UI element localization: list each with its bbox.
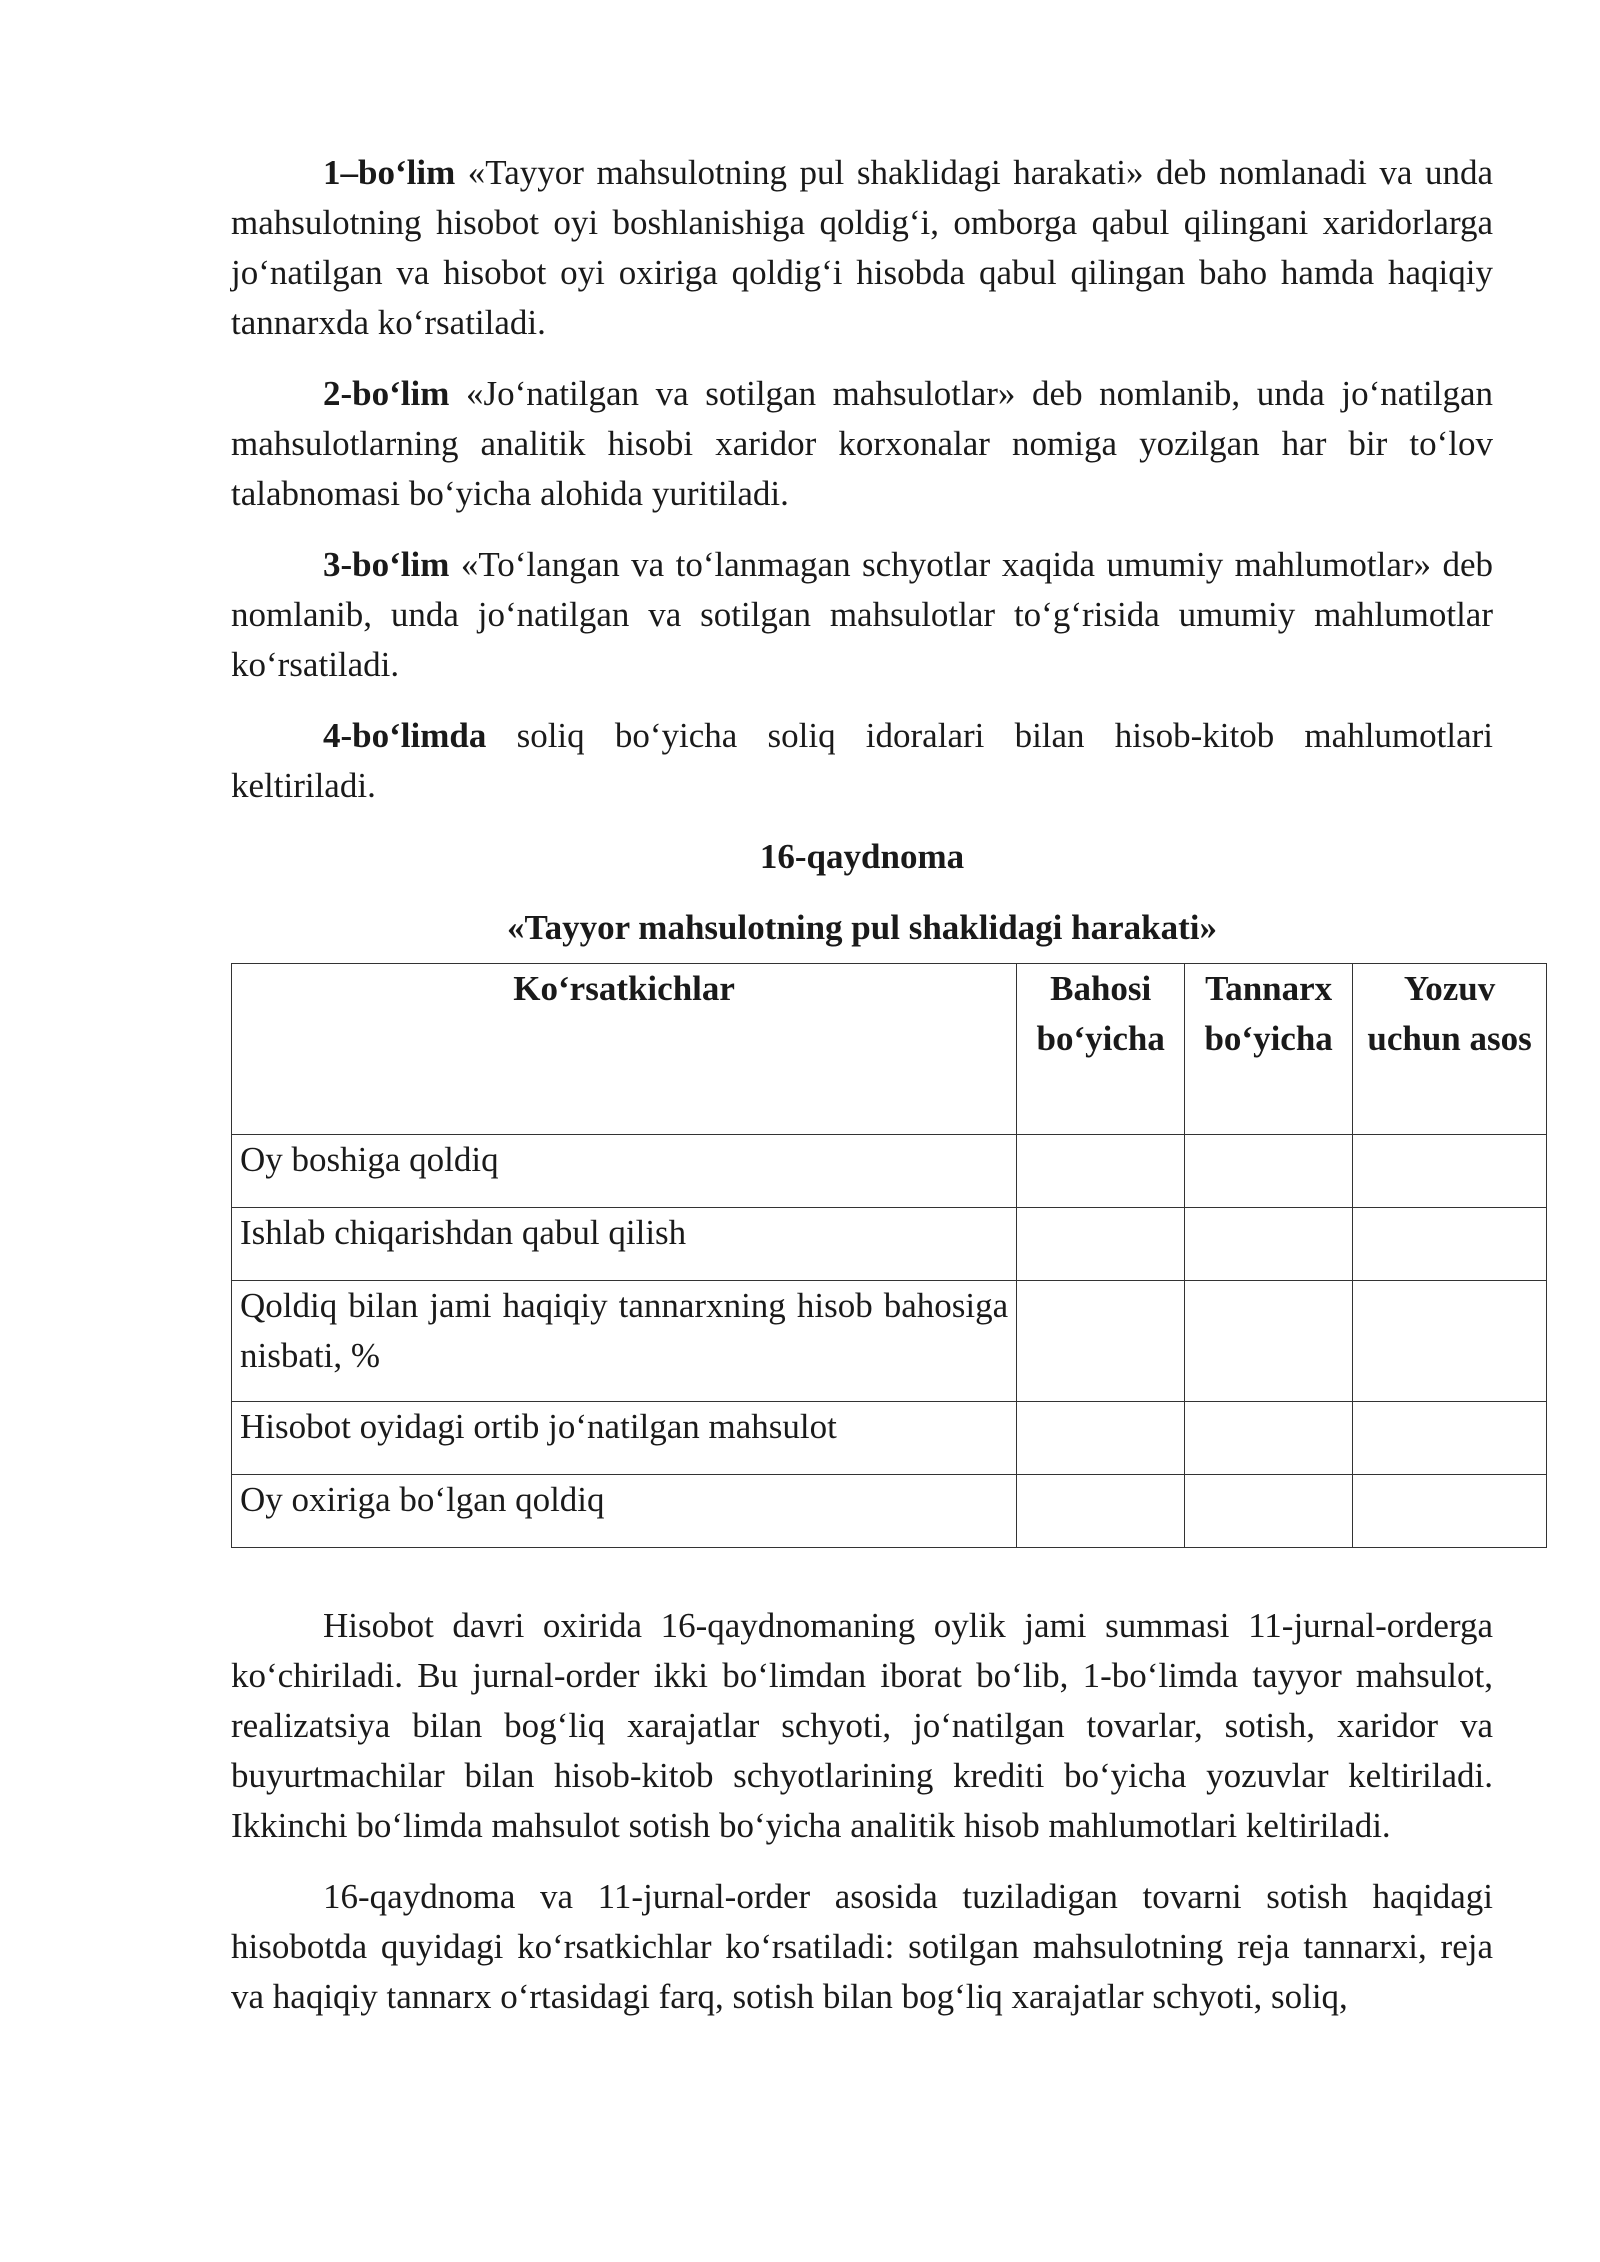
table-cell xyxy=(1353,1208,1547,1281)
section-2-text: «Jo‘natilgan va sotilgan mahsulotlar» deb nomlanib, unda jo‘natilgan mahsulotlarning analitik hisobi xaridor korxonalar nomiga yozilgan har bir to‘lov talabnomasi bo‘yicha alohida yuritiladi. xyxy=(231,374,1493,513)
table-cell xyxy=(1017,1208,1185,1281)
table-cell xyxy=(1017,1281,1185,1402)
table-cell xyxy=(1017,1135,1185,1208)
document-page xyxy=(231,148,1532,2043)
section-1-text: «Tayyor mahsulotning pul shaklidagi harakati» deb nomlanadi va unda mahsulotning hisobot oyi boshlanishiga qoldig‘i, omborga qabul qilingani xaridorlarga jo‘natilgan va hisobot oyi oxiriga qoldig‘i hisobda qabul qilingan baho hamda haqiqiy tannarxda ko‘rsatiladi. xyxy=(231,153,1493,342)
paragraph-section-4 xyxy=(231,711,1493,811)
table-cell xyxy=(1353,1135,1547,1208)
table-cell xyxy=(1353,1281,1547,1402)
form-title-heading: «Tayyor mahsulotning pul shaklidagi harakati» xyxy=(507,908,1217,947)
column-header-by-price: Bahosi bo‘yicha xyxy=(1017,964,1185,1135)
section-4-lead: 4-bo‘limda xyxy=(323,716,487,755)
paragraph-journal-order: Hisobot davri oxirida 16-qaydnomaning oylik jami summasi 11-jurnal-orderga ko‘chiriladi. Bu jurnal-order ikki bo‘limdan iborat bo‘lib, 1-bo‘limda tayyor mahsulot, realizatsiya bilan bog‘liq xarajatlar schyoti, jo‘natilgan tovarlar, sotish, xaridor va buyurtmachilar bilan hisob-kitob schyotlarining krediti bo‘yicha yozuvlar keltiriladi. Ikkinchi bo‘limda mahsulot sotish bo‘yicha analitik hisob mahlumotlari keltiriladi. xyxy=(231,1606,1493,1845)
table-cell xyxy=(1353,1402,1547,1475)
table-cell xyxy=(1185,1402,1353,1475)
section-3-text: «To‘langan va to‘lanmagan schyotlar xaqida umumiy mahlumotlar» deb nomlanib, unda jo‘natilgan va sotilgan mahsulotlar to‘g‘risida umumiy mahlumotlar ko‘rsatiladi. xyxy=(231,545,1493,684)
spacer xyxy=(231,1548,1493,1601)
table-cell xyxy=(1185,1281,1353,1402)
column-header-indicators: Ko‘rsatkichlar xyxy=(232,964,1017,1135)
row-label: Qoldiq bilan jami haqiqiy tannarxning hisob bahosiga nisbati, % xyxy=(232,1281,1017,1402)
table-cell xyxy=(1185,1208,1353,1281)
section-4-text: soliq bo‘yicha soliq idoralari bilan hisob-kitob mahlumotlari keltiriladi. xyxy=(231,716,1493,805)
paragraph-section-2 xyxy=(231,369,1493,519)
row-label: Hisobot oyidagi ortib jo‘natilgan mahsulot xyxy=(232,1402,1017,1475)
paragraph-section-3 xyxy=(231,540,1493,690)
table-row xyxy=(232,1402,1547,1475)
statement-table xyxy=(231,963,1547,1548)
section-3-lead: 3-bo‘lim xyxy=(323,545,450,584)
column-header-by-cost: Tannarx bo‘yicha xyxy=(1185,964,1353,1135)
table-cell xyxy=(1017,1402,1185,1475)
column-header-entry-basis: Yozuv uchun asos xyxy=(1353,964,1547,1135)
paragraph-sales-report: 16-qaydnoma va 11-jurnal-order asosida tuziladigan tovarni sotish haqidagi hisobotda quyidagi ko‘rsatkichlar ko‘rsatiladi: sotilgan mahsulotning reja tannarxi, reja va haqiqiy tannarx o‘rtasidagi farq, sotish bilan bog‘liq xarajatlar schyoti, soliq, xyxy=(231,1877,1493,2016)
table-header-row xyxy=(232,964,1547,1135)
table-row xyxy=(232,1135,1547,1208)
table-cell xyxy=(1353,1475,1547,1548)
row-label: Oy boshiga qoldiq xyxy=(232,1135,1017,1208)
table-cell xyxy=(1185,1475,1353,1548)
row-label: Oy oxiriga bo‘lgan qoldiq xyxy=(232,1475,1017,1548)
table-row xyxy=(232,1475,1547,1548)
form-number-heading: 16-qaydnoma xyxy=(759,837,965,876)
table-row xyxy=(232,1281,1547,1402)
section-2-lead: 2-bo‘lim xyxy=(323,374,450,413)
row-label: Ishlab chiqarishdan qabul qilish xyxy=(232,1208,1017,1281)
table-cell xyxy=(1185,1135,1353,1208)
table-row xyxy=(232,1208,1547,1281)
paragraph-section-1 xyxy=(231,148,1493,348)
table-cell xyxy=(1017,1475,1185,1548)
section-1-lead: 1–bo‘lim xyxy=(323,153,456,192)
